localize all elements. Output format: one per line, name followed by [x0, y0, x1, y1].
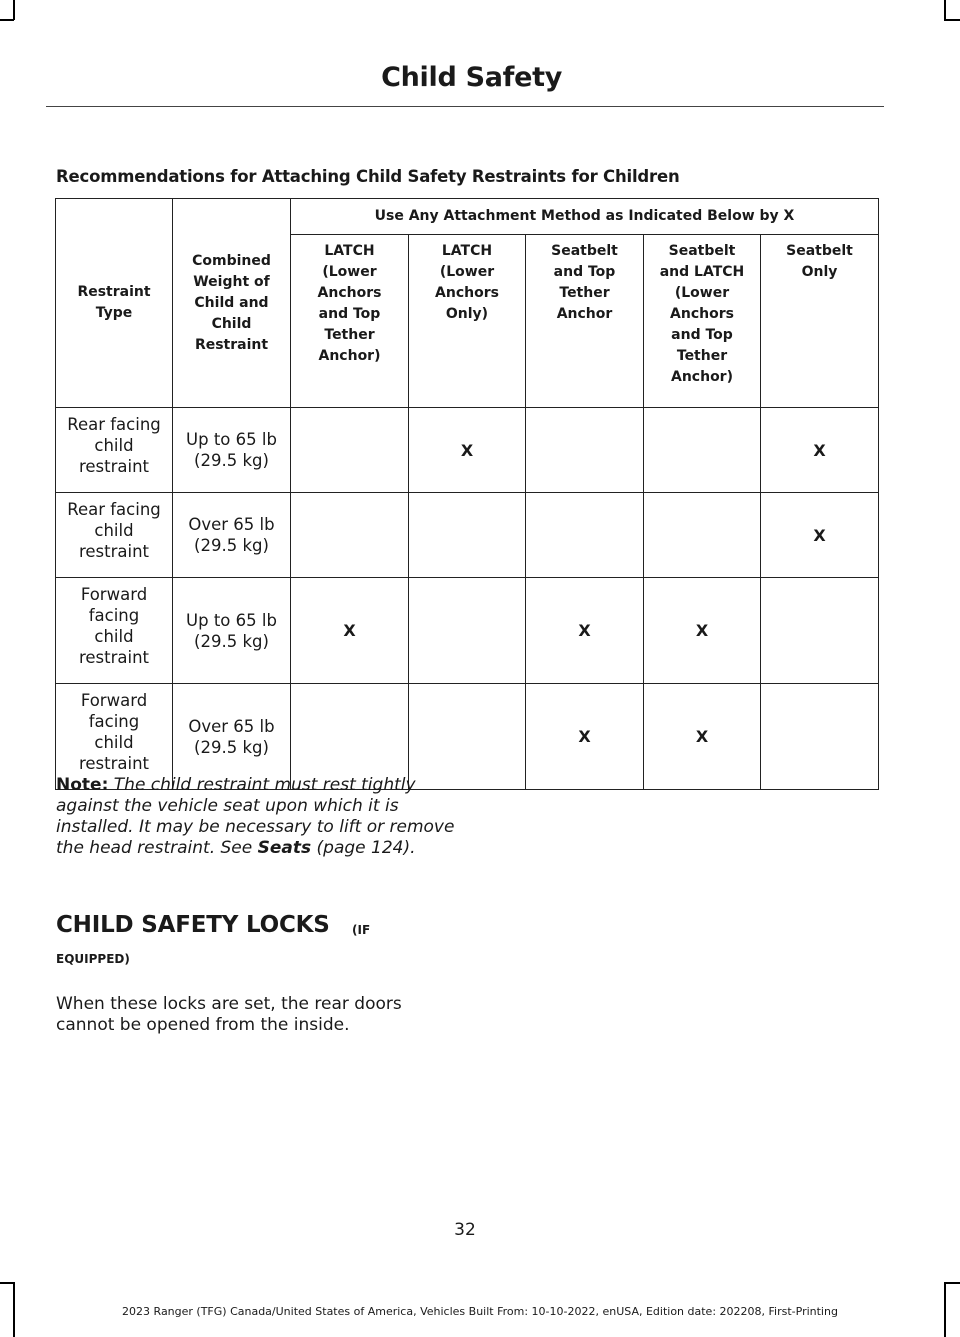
method-mark-cell: X	[526, 578, 644, 684]
cell-text-line: Rear facing	[67, 500, 161, 519]
cell-text-line: Over 65 lb	[188, 716, 275, 736]
cell-text-line: (Lower	[439, 264, 495, 280]
section-qualifier: (IF	[352, 923, 371, 937]
cell-text-line: Child and	[194, 294, 269, 311]
cell-text-line: and LATCH	[659, 264, 745, 280]
restraint-type-cell	[56, 493, 173, 578]
method-mark-cell: X	[409, 408, 526, 493]
cell-text-line: (29.5 kg)	[194, 631, 269, 651]
header-restraint-type	[56, 199, 173, 408]
cell-text-line: child	[94, 627, 134, 646]
crop-mark-top-left	[0, 19, 14, 21]
method-mark-cell: X	[761, 408, 879, 493]
cell-text-line: Type	[95, 305, 133, 321]
cell-text-line: Over 65 lb	[188, 515, 275, 534]
weight-cell	[173, 408, 291, 493]
method-mark-cell: X	[644, 578, 761, 684]
note-text: The child restraint must rest tightly against the vehicle seat upon which it is installed. It may be necessary to lift or remove the head restraint. See	[56, 775, 455, 858]
cell-text-line: Seatbelt	[786, 243, 853, 259]
crop-mark-top-left	[13, 0, 15, 20]
weight-cell	[173, 493, 291, 578]
restraint-type-cell	[56, 684, 173, 790]
method-mark-cell	[526, 493, 644, 578]
cell-text-line: restraint	[78, 754, 150, 773]
table-row	[56, 493, 879, 578]
cell-text-line: and Top	[553, 264, 616, 280]
page-footer: 2023 Ranger (TFG) Canada/United States of America, Vehicles Built From: 10-10-2022, enUSA, Edition date: 202208, First-Printing	[122, 1305, 838, 1318]
cell-text-line: (29.5 kg)	[194, 737, 269, 757]
header-method-seatbelt-only	[761, 235, 879, 408]
cell-text-line: Restraint	[194, 336, 269, 353]
method-mark-cell	[644, 493, 761, 578]
crop-mark-top-right	[944, 19, 960, 21]
header-method-seatbelt-latch	[644, 235, 761, 408]
cell-text-line: Child	[211, 315, 252, 332]
cell-text-line: and Top	[318, 306, 381, 322]
weight-cell	[173, 684, 291, 790]
method-mark-cell	[409, 684, 526, 790]
method-mark-cell	[761, 578, 879, 684]
crop-mark-bottom-left	[0, 1282, 14, 1284]
cell-text-line: Anchor)	[318, 348, 381, 364]
header-combined-weight	[173, 199, 291, 408]
crop-mark-top-right	[944, 0, 946, 20]
cell-text-line: (Lower	[322, 264, 377, 280]
note-page-ref: (page 124).	[316, 838, 416, 858]
cell-text-line: Restraint	[77, 284, 151, 300]
method-mark-cell	[761, 684, 879, 790]
section-qualifier-continued: EQUIPPED)	[56, 952, 130, 966]
cell-text-line: LATCH	[441, 243, 493, 259]
page-number: 32	[454, 1220, 476, 1240]
table-title: Recommendations for Attaching Child Safety Restraints for Children	[56, 167, 680, 186]
restraint-recommendation-table	[55, 198, 879, 790]
table-row	[56, 408, 879, 493]
method-mark-cell: X	[526, 684, 644, 790]
cell-text-line: Up to 65 lb	[186, 430, 277, 449]
method-mark-cell: X	[761, 493, 879, 578]
table-row	[56, 578, 879, 684]
cell-text-line: restraint	[78, 542, 150, 561]
cell-text-line: Anchors	[435, 285, 499, 301]
method-mark-cell	[291, 493, 409, 578]
cell-text-line: Anchor	[556, 306, 613, 322]
cell-text-line: child	[94, 436, 134, 455]
page-header-title: Child Safety	[381, 62, 562, 93]
cell-text-line: Forward	[80, 691, 148, 710]
cell-text-line: restraint	[78, 457, 150, 476]
cell-text-line: Only)	[445, 306, 489, 322]
header-method-seatbelt-top-tether	[526, 235, 644, 408]
cell-text-line: restraint	[78, 648, 150, 667]
restraint-type-cell	[56, 578, 173, 684]
header-method-latch-top-tether	[291, 235, 409, 408]
section-body-text: When these locks are set, the rear doors cannot be opened from the inside.	[56, 994, 402, 1035]
cell-text-line: child	[94, 521, 134, 540]
cell-text-line: (Lower	[674, 285, 730, 301]
cell-text-line: Rear facing	[67, 415, 161, 434]
cell-text-line: Up to 65 lb	[186, 610, 277, 630]
weight-cell	[173, 578, 291, 684]
cell-text-line: (29.5 kg)	[194, 451, 269, 470]
cell-text-line: LATCH	[324, 243, 375, 259]
cell-text-line: Anchor)	[671, 369, 733, 385]
cell-text-line: Tether	[324, 327, 375, 343]
method-mark-cell	[409, 493, 526, 578]
header-method-latch-only	[409, 235, 526, 408]
cell-text-line: Only	[801, 264, 838, 280]
method-mark-cell	[409, 578, 526, 684]
cell-text-line: Anchors	[317, 285, 382, 301]
cell-text-line: Forward	[80, 585, 148, 604]
method-mark-cell	[291, 408, 409, 493]
note-paragraph	[56, 775, 456, 859]
table-row	[56, 684, 879, 790]
method-mark-cell	[526, 408, 644, 493]
method-mark-cell: X	[291, 578, 409, 684]
cell-text-line: Tether	[676, 348, 728, 364]
header-divider	[46, 106, 884, 107]
method-mark-cell	[291, 684, 409, 790]
cell-text-line: and Top	[671, 327, 733, 343]
cell-text-line: Anchors	[670, 306, 734, 322]
cell-text-line: (29.5 kg)	[194, 536, 269, 555]
method-mark-cell	[644, 408, 761, 493]
cell-text-line: Tether	[559, 285, 610, 301]
cell-text-line: Combined	[192, 252, 271, 269]
cell-text-line: facing	[88, 606, 140, 625]
cell-text-line: Weight of	[193, 273, 270, 290]
cell-text-line: Seatbelt	[668, 243, 736, 259]
section-heading: CHILD SAFETY LOCKS	[56, 912, 330, 938]
note-label: Note:	[56, 775, 109, 795]
crop-mark-bottom-right	[944, 1282, 960, 1284]
restraint-type-cell	[56, 408, 173, 493]
header-attachment-method-group: Use Any Attachment Method as Indicated Below by X	[291, 199, 879, 235]
seats-link[interactable]: Seats	[257, 838, 312, 858]
cell-text-line: child	[94, 733, 134, 752]
cell-text-line: Seatbelt	[551, 243, 618, 259]
method-mark-cell: X	[644, 684, 761, 790]
cell-text-line: facing	[88, 712, 140, 731]
